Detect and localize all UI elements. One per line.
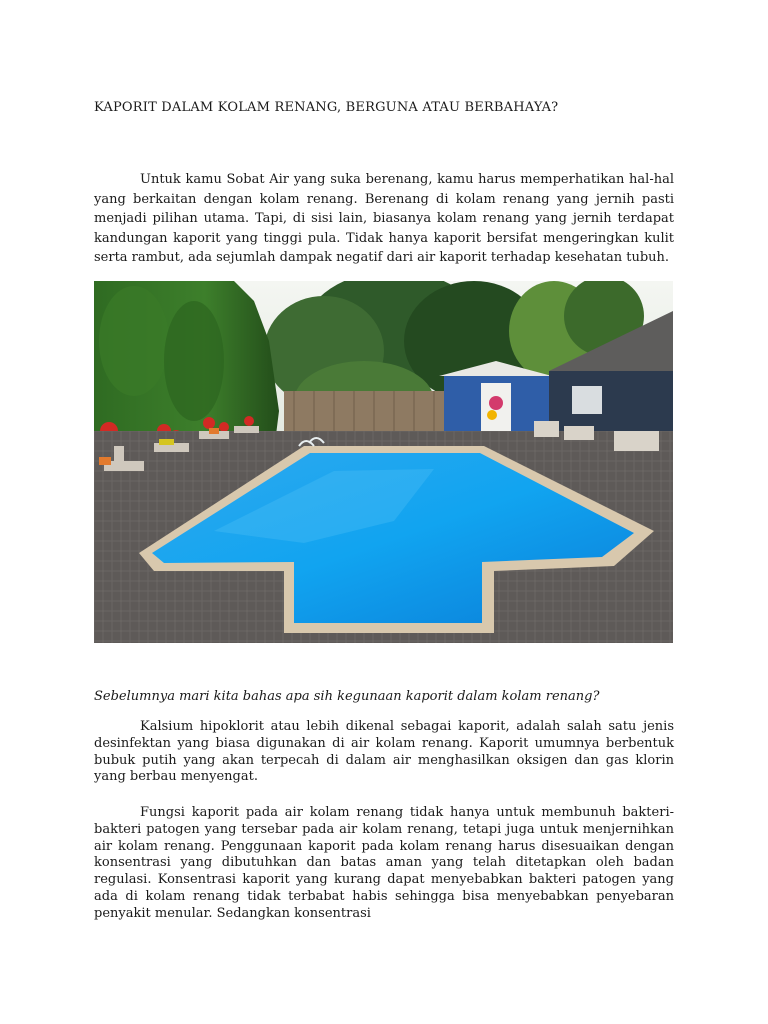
section-subheading: Sebelumnya mari kita bahas apa sih kegunaan kaporit dalam kolam renang?: [94, 689, 600, 704]
paragraph-fungsi: Fungsi kaporit pada air kolam renang tidak hanya untuk membunuh bakteri-bakteri patogen yang tersebar pada air kolam renang, tetapi juga untuk menjernihkan air kolam renang. Penggunaan kaporit pada kolam renang harus disesuaikan dengan konsentrasi yang dibutuhkan dan batas aman yang telah ditetapkan oleh badan regulasi. Konsentrasi kaporit yang kurang dapat menyebabkan bakteri patogen yang ada di kolam renang tidak terbabat habis sehingga bisa menyebabkan penyebaran penyakit menular. Sedangkan konsentrasi: [94, 805, 674, 921]
pool-photo: [94, 281, 673, 643]
intro-paragraph: Untuk kamu Sobat Air yang suka berenang, kamu harus memperhatikan hal-hal yang berkaitan dengan kolam renang. Berenang di kolam renang yang jernih pasti menjadi pilihan utama. Tapi, di sisi lain, biasanya kolam renang yang jernih terdapat kandungan kaporit yang tinggi pula. Tidak hanya kaporit bersifat mengeringkan kulit serta rambut, ada sejumlah dampak negatif dari air kaporit terhadap kesehatan tubuh.: [94, 172, 674, 265]
paragraph-kalsium: Kalsium hipoklorit atau lebih dikenal sebagai kaporit, adalah salah satu jenis desinfektan yang biasa digunakan di air kolam renang. Kaporit umumnya berbentuk bubuk putih yang akan terpecah di dalam air menghasilkan oksigen dan gas klorin yang berbau menyengat.: [94, 719, 674, 785]
document-title: KAPORIT DALAM KOLAM RENANG, BERGUNA ATAU BERBAHAYA?: [94, 100, 559, 115]
